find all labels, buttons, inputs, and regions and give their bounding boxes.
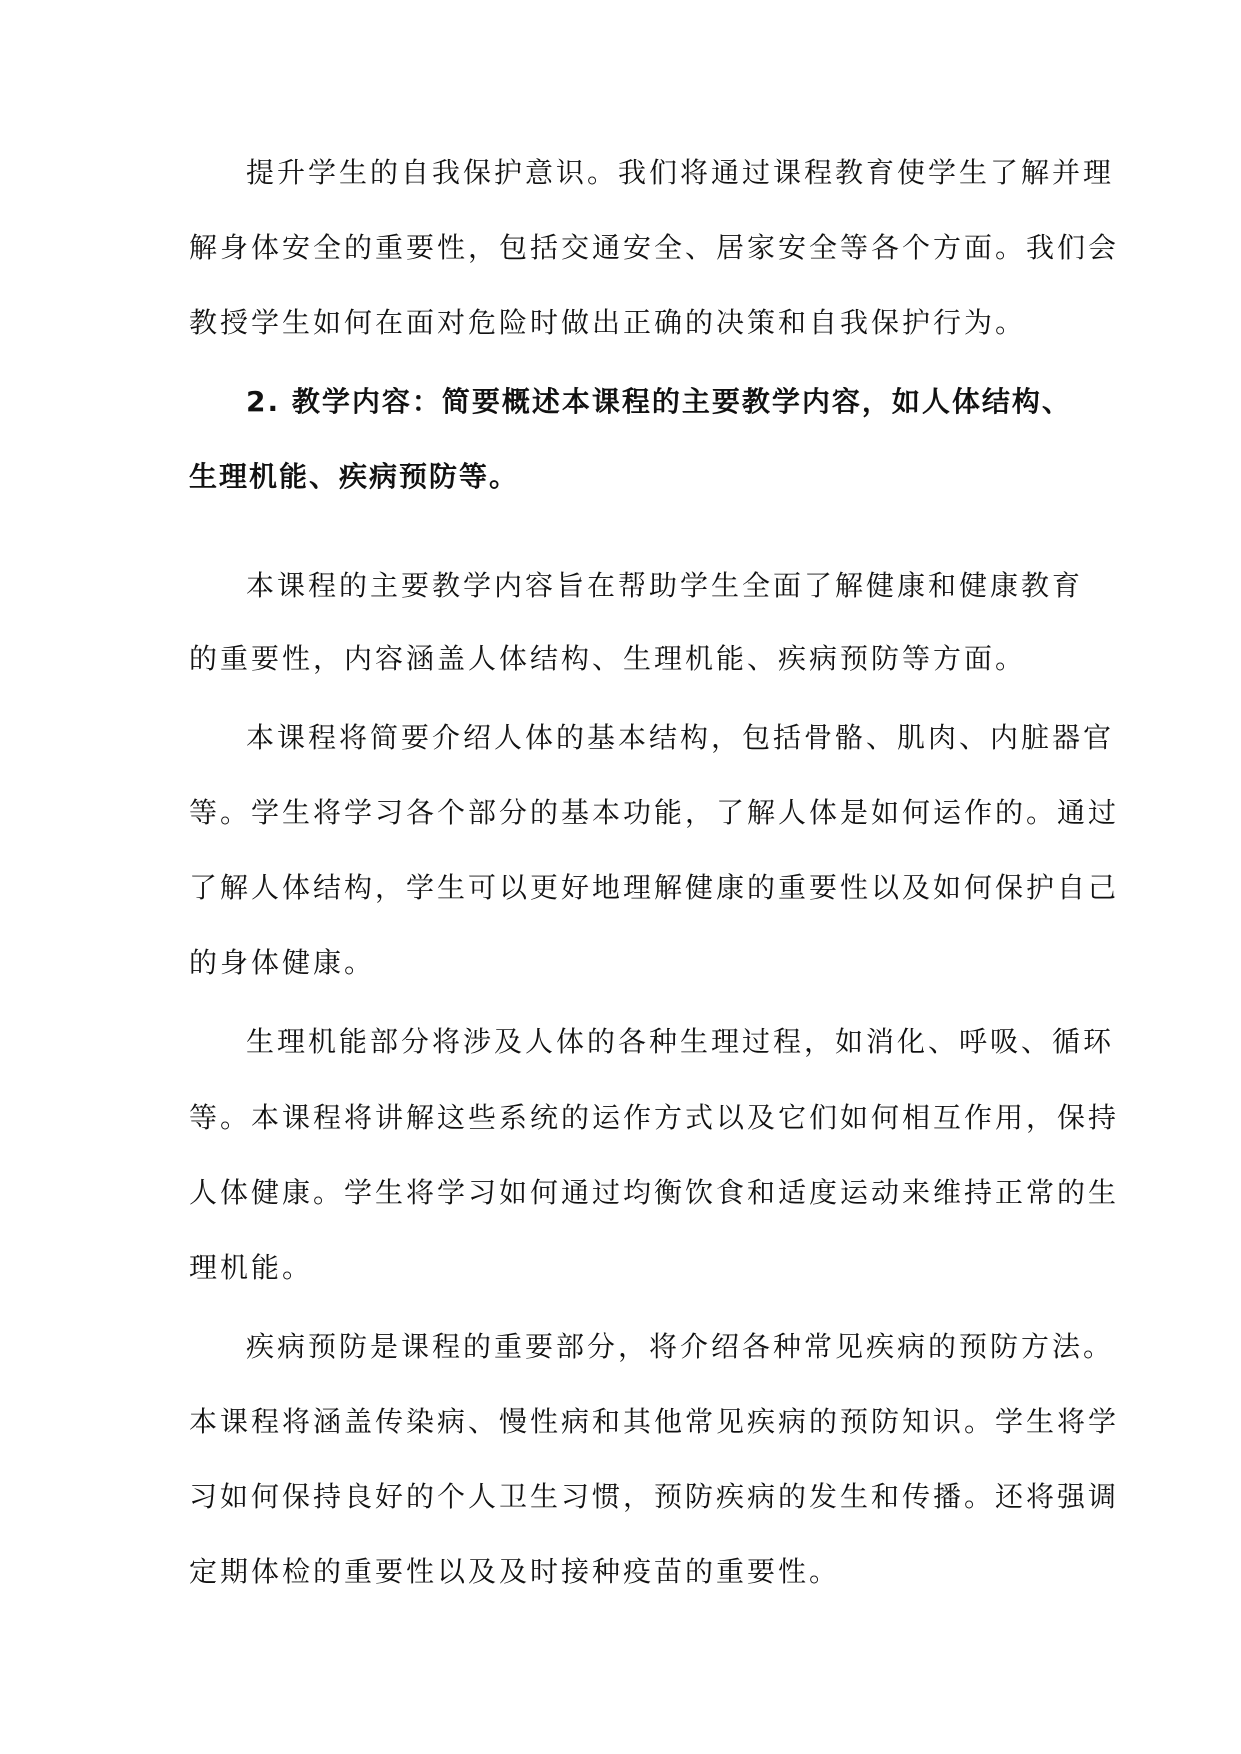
paragraph-5-line-3: 习如何保持良好的个人卫生习惯，预防疾病的发生和传播。还将强调 [189,1480,1120,1513]
paragraph-4-line-3: 人体健康。学生将学习如何通过均衡饮食和适度运动来维持正常的生 [189,1176,1120,1209]
paragraph-5-line-1: 疾病预防是课程的重要部分，将介绍各种常见疾病的预防方法。 [246,1330,1115,1363]
paragraph-1-line-1: 提升学生的自我保护意识。我们将通过课程教育使学生了解并理 [246,156,1115,189]
paragraph-2-line-1: 本课程的主要教学内容旨在帮助学生全面了解健康和健康教育 [246,569,1084,602]
paragraph-4-line-1: 生理机能部分将涉及人体的各种生理过程，如消化、呼吸、循环 [246,1025,1115,1058]
paragraph-3-line-1: 本课程将简要介绍人体的基本结构，包括骨骼、肌肉、内脏器官 [246,721,1115,754]
section-heading-line-2: 生理机能、疾病预防等。 [189,460,520,493]
paragraph-1-line-2: 解身体安全的重要性，包括交通安全、居家安全等各个方面。我们会 [189,231,1120,264]
paragraph-3-line-2: 等。学生将学习各个部分的基本功能，了解人体是如何运作的。通过 [189,796,1120,829]
paragraph-4-line-2: 等。本课程将讲解这些系统的运作方式以及它们如何相互作用，保持 [189,1101,1120,1134]
paragraph-2-line-2: 的重要性，内容涵盖人体结构、生理机能、疾病预防等方面。 [189,642,1027,675]
paragraph-5-line-4: 定期体检的重要性以及及时接种疫苗的重要性。 [189,1555,841,1588]
section-heading-line-1: 2. 教学内容：简要概述本课程的主要教学内容，如人体结构、 [246,385,1072,418]
paragraph-4-line-4: 理机能。 [189,1251,314,1284]
paragraph-3-line-4: 的身体健康。 [189,946,376,979]
paragraph-3-line-3: 了解人体结构，学生可以更好地理解健康的重要性以及如何保护自己 [189,871,1120,904]
paragraph-5-line-2: 本课程将涵盖传染病、慢性病和其他常见疾病的预防知识。学生将学 [189,1405,1120,1438]
paragraph-1-line-3: 教授学生如何在面对危险时做出正确的决策和自我保护行为。 [189,306,1027,339]
